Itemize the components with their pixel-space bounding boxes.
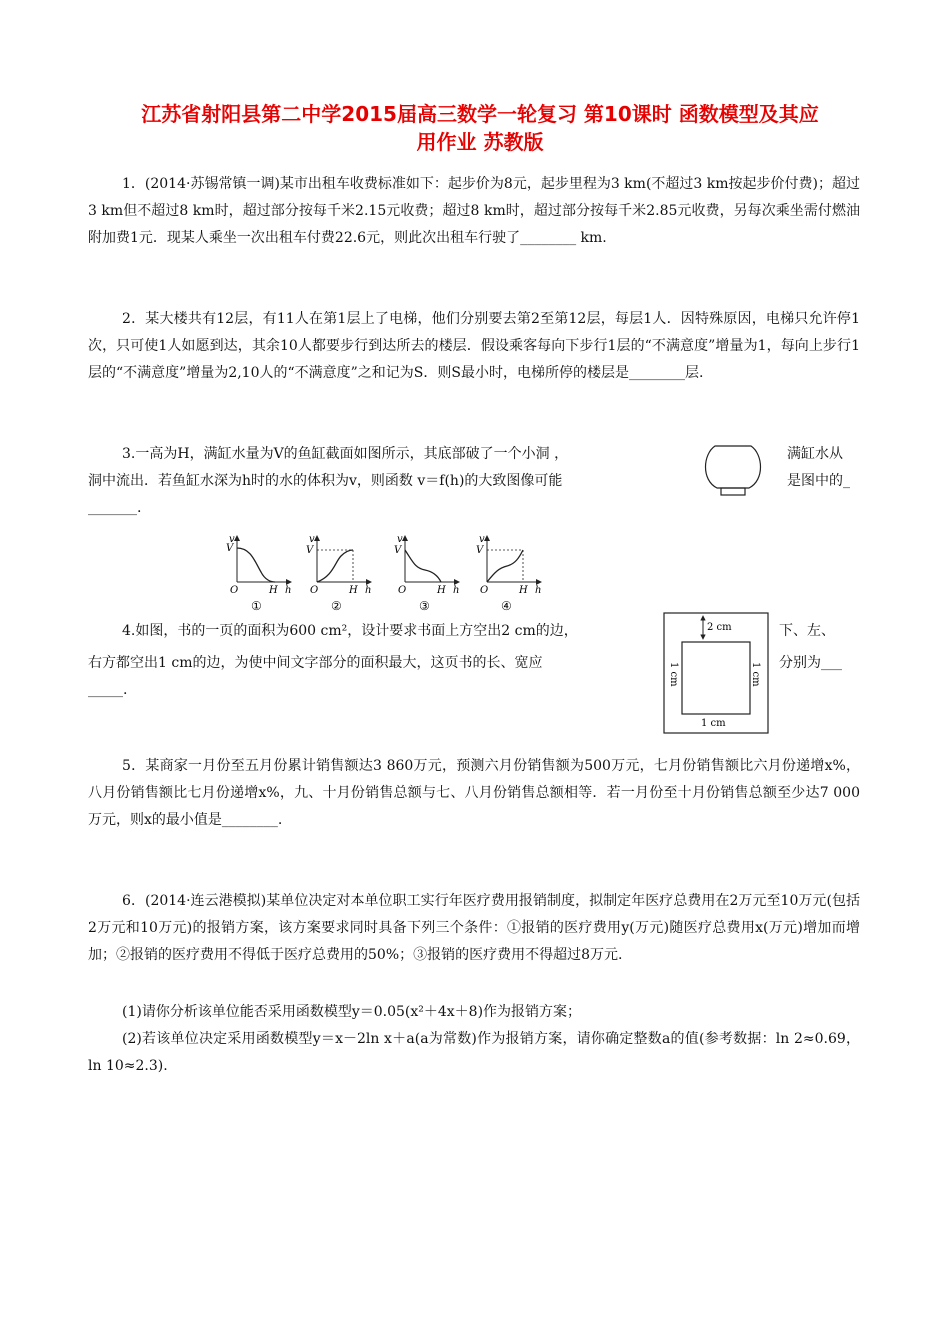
graph-3-axis-h: h	[453, 585, 460, 596]
graph-1-axis-h: h	[285, 585, 292, 596]
book-figure-left-margin: 1 cm	[668, 662, 679, 687]
graph-2-axis-v: v	[309, 534, 315, 545]
question-4-line-1-right: 下、左、	[779, 623, 835, 639]
graph-1-axis-v: v	[229, 534, 235, 545]
graph-1-label-V: V	[226, 543, 234, 554]
graph-3-label-H: H	[437, 585, 446, 596]
question-6-text: 6．(2014·连云港模拟)某单位决定对本单位职工实行年医疗费用报销制度，拟制定年医疗总费用在2万元至10万元(包括2万元和10万元)的报销方案，该方案要求同时具备下列三个条件：①报销的医疗费用y(万元)随医疗总费用x(万元)增加而增加；②报销的医疗费用不得低于医疗总费用的50%；③报销的医疗费用不得超过8万元.	[88, 893, 860, 963]
question-3-line-2-right: 是图中的_	[787, 473, 850, 489]
question-3-line-3: _______.	[88, 500, 142, 516]
graph-4-label-H: H	[519, 585, 528, 596]
graph-3-label-O: O	[398, 585, 407, 596]
question-4-line-1: 4.如图，书的一页的面积为600 cm²，设计要求书面上方空出2 cm的边，	[122, 623, 578, 639]
book-figure-top-margin: 2 cm	[707, 622, 732, 633]
question-1: 1．(2014·苏锡常镇一调)某市出租车收费标准如下：起步价为8元，起步里程为3 km(不超过3 km按起步价付费)；超过3 km但不超过8 km时，超过部分按每千米2.15元收费；超过8 km时，超过部分按每千米2.85元收费，另每次乘坐需付燃油附加费1元．现某人乘坐一次出租车付费22.6元，则此次出租车行驶了________ km.	[88, 176, 860, 246]
book-figure-right-margin: 1 cm	[750, 662, 761, 687]
graph-4-axis-v: v	[479, 534, 485, 545]
graph-2-label-V: V	[306, 545, 314, 556]
book-figure-bottom-margin: 1 cm	[701, 718, 726, 729]
title-line-1: 江苏省射阳县第二中学2015届高三数学一轮复习 第10课时 函数模型及其应	[141, 102, 819, 126]
graph-2-label-H: H	[349, 585, 358, 596]
graph-4-axis-h: h	[535, 585, 542, 596]
graph-3-axis-v: v	[397, 534, 403, 545]
book-page-figure	[663, 612, 769, 734]
graph-4-label: ④	[501, 599, 512, 613]
graph-3-label: ③	[419, 599, 430, 613]
document-title	[100, 100, 860, 156]
question-5: 5．某商家一月份至五月份累计销售额达3 860万元，预测六月份销售额为500万元，七月份销售额比六月份递增x%，八月份销售额比七月份递增x%，九、十月份销售总额与七、八月份销售总额相等．若一月份至十月份销售总额至少达7 000万元，则x的最小值是________.	[88, 758, 860, 828]
graph-1	[226, 534, 291, 613]
question-2: 2．某大楼共有12层，有11人在第1层上了电梯，他们分别要去第2至第12层，每层1人．因特殊原因，电梯只允许停1次，只可使1人如愿到达，其余10人都要步行到达所去的楼层．假设乘客每向下步行1层的“不满意度”增量为1，每向上步行1层的“不满意度”增量为2,10人的“不满意度”之和记为S．则S最小时，电梯所停的楼层是________层.	[88, 311, 860, 381]
graph-4-label-V: V	[476, 545, 484, 556]
fish-tank-figure	[703, 440, 763, 500]
graph-2-axis-h: h	[365, 585, 372, 596]
graph-1-label: ①	[251, 599, 262, 613]
graph-2-label: ②	[331, 599, 342, 613]
graph-options	[225, 532, 555, 624]
question-3-line-2: 洞中流出．若鱼缸水深为h时的水的体积为v，则函数 v＝f(h)的大致图像可能	[88, 473, 563, 489]
question-4-line-2: 右方都空出1 cm的边，为使中间文字部分的面积最大，这页书的长、宽应	[88, 655, 543, 671]
question-4-line-2-right: 分别为___	[779, 655, 842, 671]
title-line-2: 用作业 苏教版	[416, 130, 544, 154]
graph-1-label-O: O	[230, 585, 239, 596]
graph-4	[476, 534, 541, 613]
graph-4-label-O: O	[480, 585, 489, 596]
question-6-sub-1: (1)请你分析该单位能否采用函数模型y＝0.05(x²＋4x＋8)作为报销方案；	[122, 1004, 582, 1020]
question-3-line-1-right: 满缸水从	[787, 446, 843, 462]
graph-3	[394, 534, 459, 613]
question-3-line-1: 3.一高为H，满缸水量为V的鱼缸截面如图所示，其底部破了一个小洞 ，	[122, 446, 569, 462]
question-4-line-3: _____.	[88, 682, 128, 698]
question-6-sub-2: (2)若该单位决定采用函数模型y＝x－2ln x＋a(a为常数)作为报销方案，请你确定整数a的值(参考数据：ln 2≈0.69，ln 10≈2.3).	[88, 1031, 860, 1074]
graph-2-label-O: O	[310, 585, 319, 596]
graph-2	[306, 534, 371, 613]
graph-3-label-V: V	[394, 545, 402, 556]
graph-1-label-H: H	[269, 585, 278, 596]
